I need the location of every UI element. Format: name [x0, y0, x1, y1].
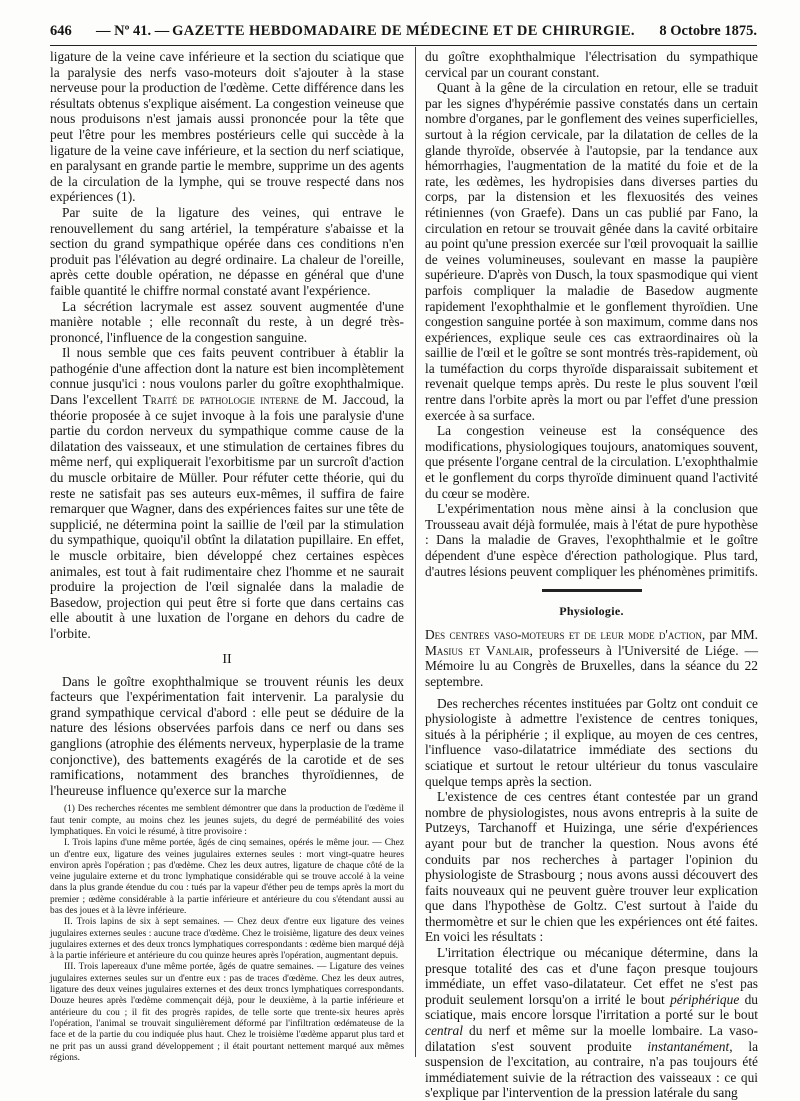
emphasis: périphérique — [670, 991, 740, 1007]
article-authors: Masius et Vanlair — [425, 642, 530, 658]
paragraph: L'existence de ces centres étant contestée par un grand nombre de physiologistes, nous avons entrepris à la suite de Putzeys, Tarchanoff et Huizinga, une série d'expériences ayant pour but de trancher la question. Nous avons été conduits par nos recherches à partager l'opinion du physiologiste de Strasbourg ; nous avons aussi découvert des faits nouveaux qui ne peuvent guère trouver leur explication que dans l'hypothèse de Goltz. C'est surtout à l'aide du thermomètre et sur le chien que les expériences ont été faites. En voici les résultats : — [425, 789, 758, 945]
header-rule — [50, 45, 757, 46]
paragraph: L'expérimentation nous mène ainsi à la conclusion que Trousseau avait déjà formulée, mais à l'état de pure hypothèse : Dans la maladie de Graves, l'exophthalmie et le goître dépendent d'une espèce d'érection pathologique. Plus tard, d'autres lésions peuvent compliquer les phénomènes primitifs. — [425, 501, 759, 579]
right-column — [425, 49, 758, 1101]
page-number: 646 — [50, 23, 72, 39]
article-heading — [425, 627, 758, 689]
running-header — [50, 20, 757, 42]
section-number: II — [222, 651, 232, 667]
article-title: Des centres vaso-moteurs et de leur mode d'action — [425, 627, 702, 643]
footnote: (1) Des recherches récentes me semblent démontrer que dans la production de l'œdème il faut tenir compte, au moins chez les jeunes sujets, du degré de perméabilité des voies lymphatiques. En voici le résumé, à titre provisoire : — [50, 804, 404, 837]
column-divider — [415, 47, 416, 1057]
footnote-item: I. Trois lapins d'une même portée, âgés de cinq semaines, opérés le même jour. — Chez un d'entre eux, ligature des veines jugulaires externes seules : mort vingt-quatre heures environ après l'opération ; pas d'œdème. Chez les deux autres, ligature de chaque côté de la veine jugulaire externe et du tronc lymphatique considérable qui se trouve accolé à la veine dans la plus grande étendue du cou : tués par la vapeur d'éther peu de temps après la mort du premier ; œdème considérable à la partie inférieure et antérieure du cou s'étendant aussi au bas des joues et à la lèvre inférieure. — [50, 838, 404, 916]
paragraph: du goître exophthalmique l'électrisation du sympathique cervical par un courant constant. — [425, 49, 758, 80]
text-run: de M. Jaccoud, la théorie proposée à ce sujet invoque à la fois une paralysie d'une partie du cordon nerveux du sympathique comme cause de la dilatation des vaisseaux, et une stimulation de certaines fibres du même nerf, qui expliquerait l'exorbitisme par un surcroît d'action du muscle orbitaire de Müller. Pour réfuter cette théorie, qui du reste ne satisfait pas ses auteurs eux-mêmes, il suffira de faire remarquer que Wagner, dans des expériences faites sur une tête de supplicié, ne détermina point la saillie de l'œil par la stimulation du sympathique, quoiqu'il obtînt la dilatation pupillaire. En effet, le muscle orbitaire, bien développé chez certaines espèces animales, est tout à fait rudimentaire chez l'homme et ne saurait produire la projection de l'œil signalée dans la maladie de Basedow, projection qui peut être si forte que dans certains cas elle aboutit à une luxation de l'organe en dehors du cadre de l'orbite. — [50, 392, 404, 641]
footnote-item: III. Trois lapereaux d'une même portée, âgés de quatre semaines. — Ligature des veines jugulaires externes seules sur un d'entre eux : pas de traces d'œdème. Chez les deux autres, ligature des deux veines jugulaires externes et des deux troncs lymphatiques correspondants. Douze heures après l'œdème commençait déjà, pour le deuxième, à la partie inférieure et antérieure du cou ; il fit des progrès rapides, de telle sorte que trente-six heures après l'opération, l'animal se trouvait singulièrement déformé par l'infiltration œdémateuse de la face et de la partie du cou indiquée plus haut. Chez le troisième l'œdème apparut plus tard et ne prit pas un aussi grand développement ; il était pourtant nettement marqué aux mêmes régions. — [50, 962, 404, 1063]
emphasis: instantanément — [647, 1038, 730, 1054]
paragraph: Dans le goître exophthalmique se trouvent réunis les deux facteurs que l'expérimentation fait intervenir. La paralysie du grand sympathique cervical d'abord : elle peut se déduire de la nature des lésions observées parfois dans ce nerf ou dans ses ganglions (atrophie des éléments nerveux, hyperplasie de la trame conjonctive), des battements exagérés de la carotide et de ses ramifications, notamment des branches thyroïdiennes, de l'heureuse influence qu'exerce sur la marche — [50, 673, 404, 798]
section-heading: Physiologie. — [559, 604, 624, 619]
text-run: , par MM. — [701, 627, 758, 643]
paragraph: La congestion veineuse est la conséquence des modifications, physiologiques toujours, anatomiques souvent, que présente l'organe central de la circulation. L'exophthalmie et le gonflement du corps thyroïde diminuent quand l'activité du cœur se modère. — [425, 423, 758, 501]
left-column — [50, 49, 404, 1064]
paragraph: Quant à la gêne de la circulation en retour, elle se traduit par les signes d'hypérémie passive constatés dans un certain nombre d'organes, par le gonflement des veines superficielles, surtout à la région cervicale, par la dilatation de celles de la glande thyroïde, observée à l'autopsie, par la tendance aux hémorrhagies, l'augmentation de la matité du foie et de la rate, les œdèmes, les hydropisies dans diverses parties du corps, par la distension et les flexuosités des veines rétiniennes (von Graefe). Dans un cas publié par Fano, la circulation en retour se trouvait gênée dans la cavité orbitaire au point qu'une pression exercée sur l'œil provoquait la saillie de veines volumineuses, soulevant en masse la paupière supérieure. D'après von Dusch, la toux spasmodique qui vient parfois compliquer la maladie de Basedow augmente rapidement l'exophthalmie et le gonflement thyroïdien. Une congestion sanguine portée à son maximum, comme dans nos expériences, explique seule ces cas extraordinaires où la saillie de l'œil et le goître se sont montrés très-rapidement, où la tuméfaction du corps thyroïde disparaissait subitement et revenait quelque temps après. Du reste le plus souvent l'œil rentre dans l'orbite après la mort ou par l'effet d'une pression exercée à sa surface. — [425, 80, 758, 423]
paragraph: Par suite de la ligature des veines, qui entrave le renouvellement du sang artériel, la température s'abaisse et la section du grand sympathique opérée dans ces conditions n'en produit pas l'élévation au degré ordinaire. La chaleur de l'oreille, après cette double opération, ne dépasse en général que d'une faible quantité le chiffre normal constaté avant l'expérience. — [50, 204, 404, 298]
section-separator — [542, 589, 642, 592]
text-run: Il nous semble que ces faits peuvent contribuer à établir la pathogénie d'une affection dont la nature est bien incomplètement connue jusqu'ici : nous voulons parler du goître exophthalmique. Dans l'excellent — [50, 345, 404, 408]
text-run: , professeurs à l'Université de Liége. — Mémoire lu au Congrès de Bruxelles, dans la séance du 22 septembre. — [425, 642, 759, 689]
footnote-item: II. Trois lapins de six à sept semaines. — Chez deux d'entre eux ligature des veines jugulaires externes seules : aucune trace d'œdème. Chez le troisième, ligature des deux veines jugulaires externes et des deux troncs lymphatiques correspondants : œdème bien marqué déjà à la partie inférieure et antérieure du cou quinze heures après l'opération, augmentant depuis. — [50, 917, 404, 962]
paragraph: Des recherches récentes instituées par Goltz ont conduit ce physiologiste à admettre l'existence de centres toniques, situés à la périphérie ; il explique, au moyen de ces centres, l'influence vaso-dilatatrice immédiate des sections du sciatique et surtout le retour ultérieur du tonus vasculaire quelque temps après la section. — [425, 695, 758, 789]
text-run: du sciatique, mais encore lorsque l'irritation a porté sur le bout — [425, 991, 758, 1023]
emphasis: central — [425, 1023, 463, 1039]
book-title: Traité de pathologie interne — [142, 392, 299, 408]
text-run: L'irritation électrique ou mécanique détermine, dans la presque totalité des cas et d'une façon presque toujours immédiate, un effet vaso-dilatateur. Cet effet ne s'est pas produit seulement lorsqu'on a irrité le bout — [425, 945, 758, 1007]
issue-date: 8 Octobre 1875. — [659, 23, 757, 39]
journal-title: GAZETTE HEBDOMADAIRE DE MÉDECINE ET DE CHIRURGIE. — [172, 23, 635, 39]
footnotes — [50, 804, 404, 1064]
text-run: du nerf et même sur la moelle lombaire. La vaso-dilatation s'est souvent produite — [425, 1023, 758, 1054]
paragraph: La sécrétion lacrymale est assez souvent augmentée d'une manière notable ; elle reconnaît du reste, à un degré très-prononcé, l'influence de la congestion sanguine. — [50, 298, 404, 345]
paragraph — [425, 945, 758, 1101]
text-run: , la suspension de l'excitation, au contraire, n'a pas toujours été immédiatement suivie de la rétraction des vaisseaux : ce qui s'explique par l'intervention de la pression latérale du sang — [425, 1038, 759, 1101]
paragraph: ligature de la veine cave inférieure et la section du sciatique que la paralysie des nerfs vaso-moteurs doit s'ajouter à la stase nerveuse pour la production de l'œdème. Cette différence dans les résultats obtenus s'explique aisément. La congestion veineuse que nous produisons n'est jamais aussi prononcée pour la tête que peut l'être pour les membres postérieurs celle qui succède à la ligature de la veine cave inférieure, et la section du nerf sciatique, en paralysant en grande partie le membre, supprime un des agents de la circulation de la lymphe, qui se trouve respecté dans nos expériences (1). — [50, 49, 404, 205]
paragraph — [50, 345, 404, 641]
issue-number: — Nº 41. — — [96, 23, 170, 39]
